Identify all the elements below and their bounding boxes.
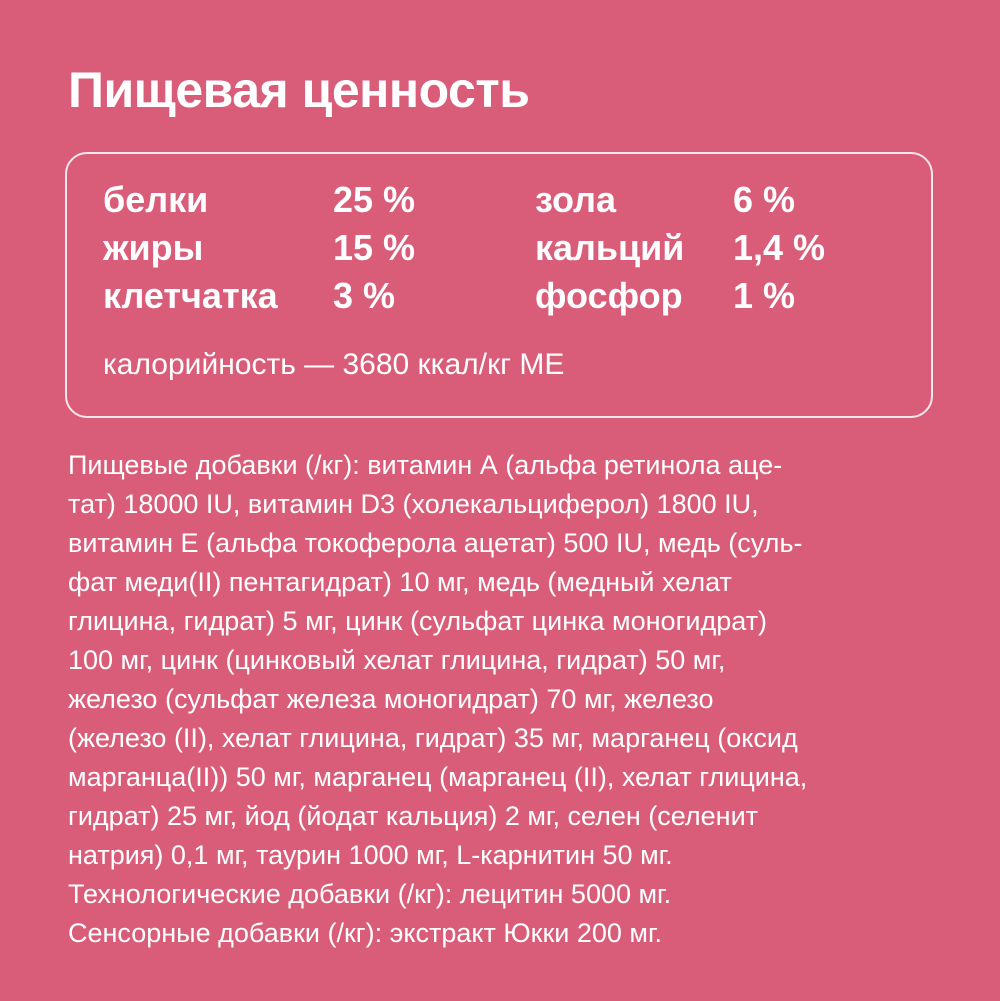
additives-line: натрия) 0,1 мг, таурин 1000 мг, L-карнитин 50 мг. (68, 840, 673, 870)
nutrient-value-ash: 6 % (733, 179, 796, 220)
nutrient-value-fiber: 3 % (333, 275, 396, 316)
nutrient-label-fat: жиры (103, 227, 204, 268)
nutrient-label-calcium: кальций (535, 227, 685, 268)
additives-line: Сенсорные добавки (/кг): экстракт Юкки 200 мг. (68, 918, 663, 948)
nutrition-panel (65, 152, 933, 418)
nutrient-value-protein: 25 % (333, 179, 416, 220)
additives-line: витамин Е (альфа токоферола ацетат) 500 IU, медь (суль- (68, 528, 803, 558)
additives-line: глицина, гидрат) 5 мг, цинк (сульфат цинка моногидрат) (68, 606, 768, 636)
nutrient-value-fat: 15 % (333, 227, 416, 268)
page-title: Пищевая ценность (68, 62, 530, 118)
additives-line: (железо (II), хелат глицина, гидрат) 35 мг, марганец (оксид (68, 723, 798, 753)
additives-line: железо (сульфат железа моногидрат) 70 мг, железо (68, 684, 714, 714)
additives-line: Технологические добавки (/кг): лецитин 5000 мг. (68, 879, 672, 909)
calorie-content: калорийность — 3680 ккал/кг ME (103, 348, 565, 381)
nutrient-label-phosphorus: фосфор (535, 275, 683, 316)
additives-line: фат меди(II) пентагидрат) 10 мг, медь (медный хелат (68, 567, 732, 597)
additives-line: марганца(II)) 50 мг, марганец (марганец (II), хелат глицина, (68, 762, 808, 792)
nutrient-value-calcium: 1,4 % (733, 227, 826, 268)
nutrient-label-ash: зола (535, 179, 616, 220)
nutrient-label-fiber: клетчатка (103, 275, 278, 316)
additives-line: тат) 18000 IU, витамин D3 (холекальциферол) 1800 IU, (68, 489, 759, 519)
additives-text (68, 446, 948, 953)
additives-line: 100 мг, цинк (цинковый хелат глицина, гидрат) 50 мг, (68, 645, 726, 675)
nutrient-label-protein: белки (103, 179, 209, 220)
additives-line: Пищевые добавки (/кг): витамин А (альфа ретинола аце- (68, 450, 783, 480)
nutrient-value-phosphorus: 1 % (733, 275, 796, 316)
additives-line: гидрат) 25 мг, йод (йодат кальция) 2 мг, селен (селенит (68, 801, 759, 831)
